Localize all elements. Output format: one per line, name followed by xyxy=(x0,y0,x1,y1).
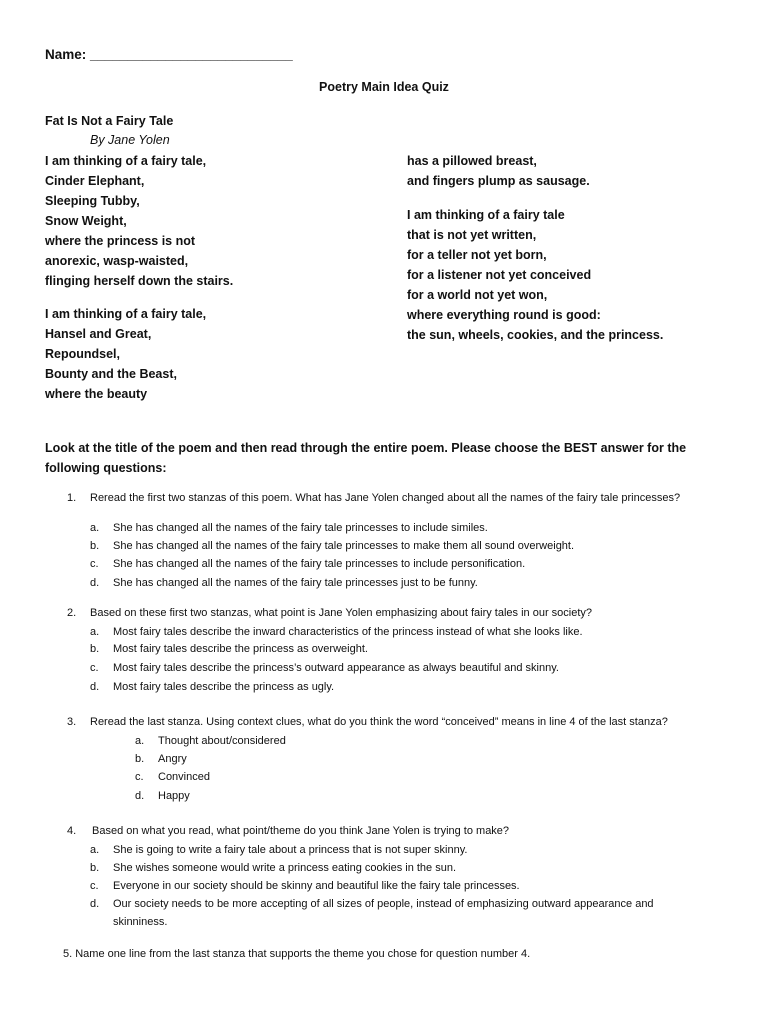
page-title: Poetry Main Idea Quiz xyxy=(319,80,449,94)
poem-line: Cinder Elephant, xyxy=(45,174,145,188)
poem-stanza-3 xyxy=(407,205,663,345)
poem-line: that is not yet written, xyxy=(407,228,537,242)
poem-title: Fat Is Not a Fairy Tale xyxy=(45,114,174,128)
option-text: Most fairy tales describe the princess as ugly. xyxy=(113,681,335,693)
option-text: She is going to write a fairy tale about a princess that is not super skinny. xyxy=(113,844,468,856)
option-letter: b. xyxy=(90,540,100,552)
poem-line: where everything round is good: xyxy=(407,308,601,322)
option-text: Thought about/considered xyxy=(158,735,286,747)
option-text: Convinced xyxy=(158,771,210,783)
option-text: She wishes someone would write a princess eating cookies in the sun. xyxy=(113,862,457,874)
question-text: Reread the first two stanzas of this poem. What has Jane Yolen changed about all the names of the fairy tale princesses? xyxy=(90,492,681,504)
option-letter: d. xyxy=(135,790,145,802)
option-letter: a. xyxy=(90,844,100,856)
option-letter: c. xyxy=(135,771,144,783)
poem-line: Snow Weight, xyxy=(45,214,127,228)
poem-line: anorexic, wasp-waisted, xyxy=(45,254,189,268)
poem-line: for a world not yet won, xyxy=(407,288,548,302)
poem-stanza-2 xyxy=(45,304,206,404)
option-letter: b. xyxy=(90,862,100,874)
option-letter: d. xyxy=(90,577,100,589)
poem-line: for a teller not yet born, xyxy=(407,248,547,262)
option-text: She has changed all the names of the fairy tale princesses to include similes. xyxy=(113,522,488,534)
option-letter: c. xyxy=(90,662,99,674)
option-text: Happy xyxy=(158,790,190,802)
option-text: Most fairy tales describe the princess as overweight. xyxy=(113,643,368,655)
option-letter: b. xyxy=(90,643,100,655)
option-text: skinniness. xyxy=(113,916,168,928)
quiz-instructions: Look at the title of the poem and then read through the entire poem. Please choose the BEST answer for the following questions: xyxy=(45,441,687,475)
option-letter: c. xyxy=(90,558,99,570)
poem-line: I am thinking of a fairy tale xyxy=(407,208,565,222)
option-letter: d. xyxy=(90,898,100,910)
poem-author: By Jane Yolen xyxy=(90,133,170,147)
poem-line: I am thinking of a fairy tale, xyxy=(45,154,207,168)
poem-line: Bounty and the Beast, xyxy=(45,367,177,381)
question-text: Reread the last stanza. Using context clues, what do you think the word “conceived” means in line 4 of the last stanza? xyxy=(90,716,668,728)
option-text: She has changed all the names of the fairy tale princesses just to be funny. xyxy=(113,577,478,589)
poem-line: has a pillowed breast, xyxy=(407,154,537,168)
poem-line: and fingers plump as sausage. xyxy=(407,174,590,188)
option-letter: a. xyxy=(135,735,145,747)
question-number: 4. xyxy=(67,825,77,837)
option-letter: b. xyxy=(135,753,145,765)
poem-stanza-1 xyxy=(45,151,233,291)
option-letter: a. xyxy=(90,626,100,638)
poem-line: where the princess is not xyxy=(45,234,196,248)
poem-line: flinging herself down the stairs. xyxy=(45,274,234,288)
option-letter: a. xyxy=(90,522,100,534)
poem-line: Hansel and Great, xyxy=(45,327,152,341)
option-text: Our society needs to be more accepting of all sizes of people, instead of emphasizing outward appearance and xyxy=(113,898,654,910)
option-text: She has changed all the names of the fairy tale princesses to include personification. xyxy=(113,558,526,570)
poem-line: I am thinking of a fairy tale, xyxy=(45,307,207,321)
option-text: Most fairy tales describe the inward characteristics of the princess instead of what she looks like. xyxy=(113,626,583,638)
option-letter: d. xyxy=(90,681,100,693)
question-text: Based on what you read, what point/theme do you think Jane Yolen is trying to make? xyxy=(92,825,510,837)
poem-line: where the beauty xyxy=(45,387,148,401)
question-number: 1. xyxy=(67,492,77,504)
poem-line: the sun, wheels, cookies, and the princess. xyxy=(407,328,664,342)
option-letter: c. xyxy=(90,880,99,892)
option-text: Angry xyxy=(158,753,187,765)
option-text: Most fairy tales describe the princess’s outward appearance as always beautiful and skinny. xyxy=(113,662,559,674)
question-5: 5. Name one line from the last stanza that supports the theme you chose for question number 4. xyxy=(63,948,531,960)
option-text: She has changed all the names of the fairy tale princesses to make them all sound overweight. xyxy=(113,540,575,552)
poem-line: Sleeping Tubby, xyxy=(45,194,140,208)
question-number: 3. xyxy=(67,716,77,728)
question-number: 2. xyxy=(67,607,77,619)
name-field-label: Name: ___________________________ xyxy=(45,47,293,62)
poem-line: Repoundsel, xyxy=(45,347,121,361)
poem-line: for a listener not yet conceived xyxy=(407,268,592,282)
option-text: Everyone in our society should be skinny and beautiful like the fairy tale princesses. xyxy=(113,880,520,892)
question-text: Based on these first two stanzas, what point is Jane Yolen emphasizing about fairy tales in our society? xyxy=(90,607,593,619)
poem-stanza-2-continued xyxy=(407,151,590,191)
